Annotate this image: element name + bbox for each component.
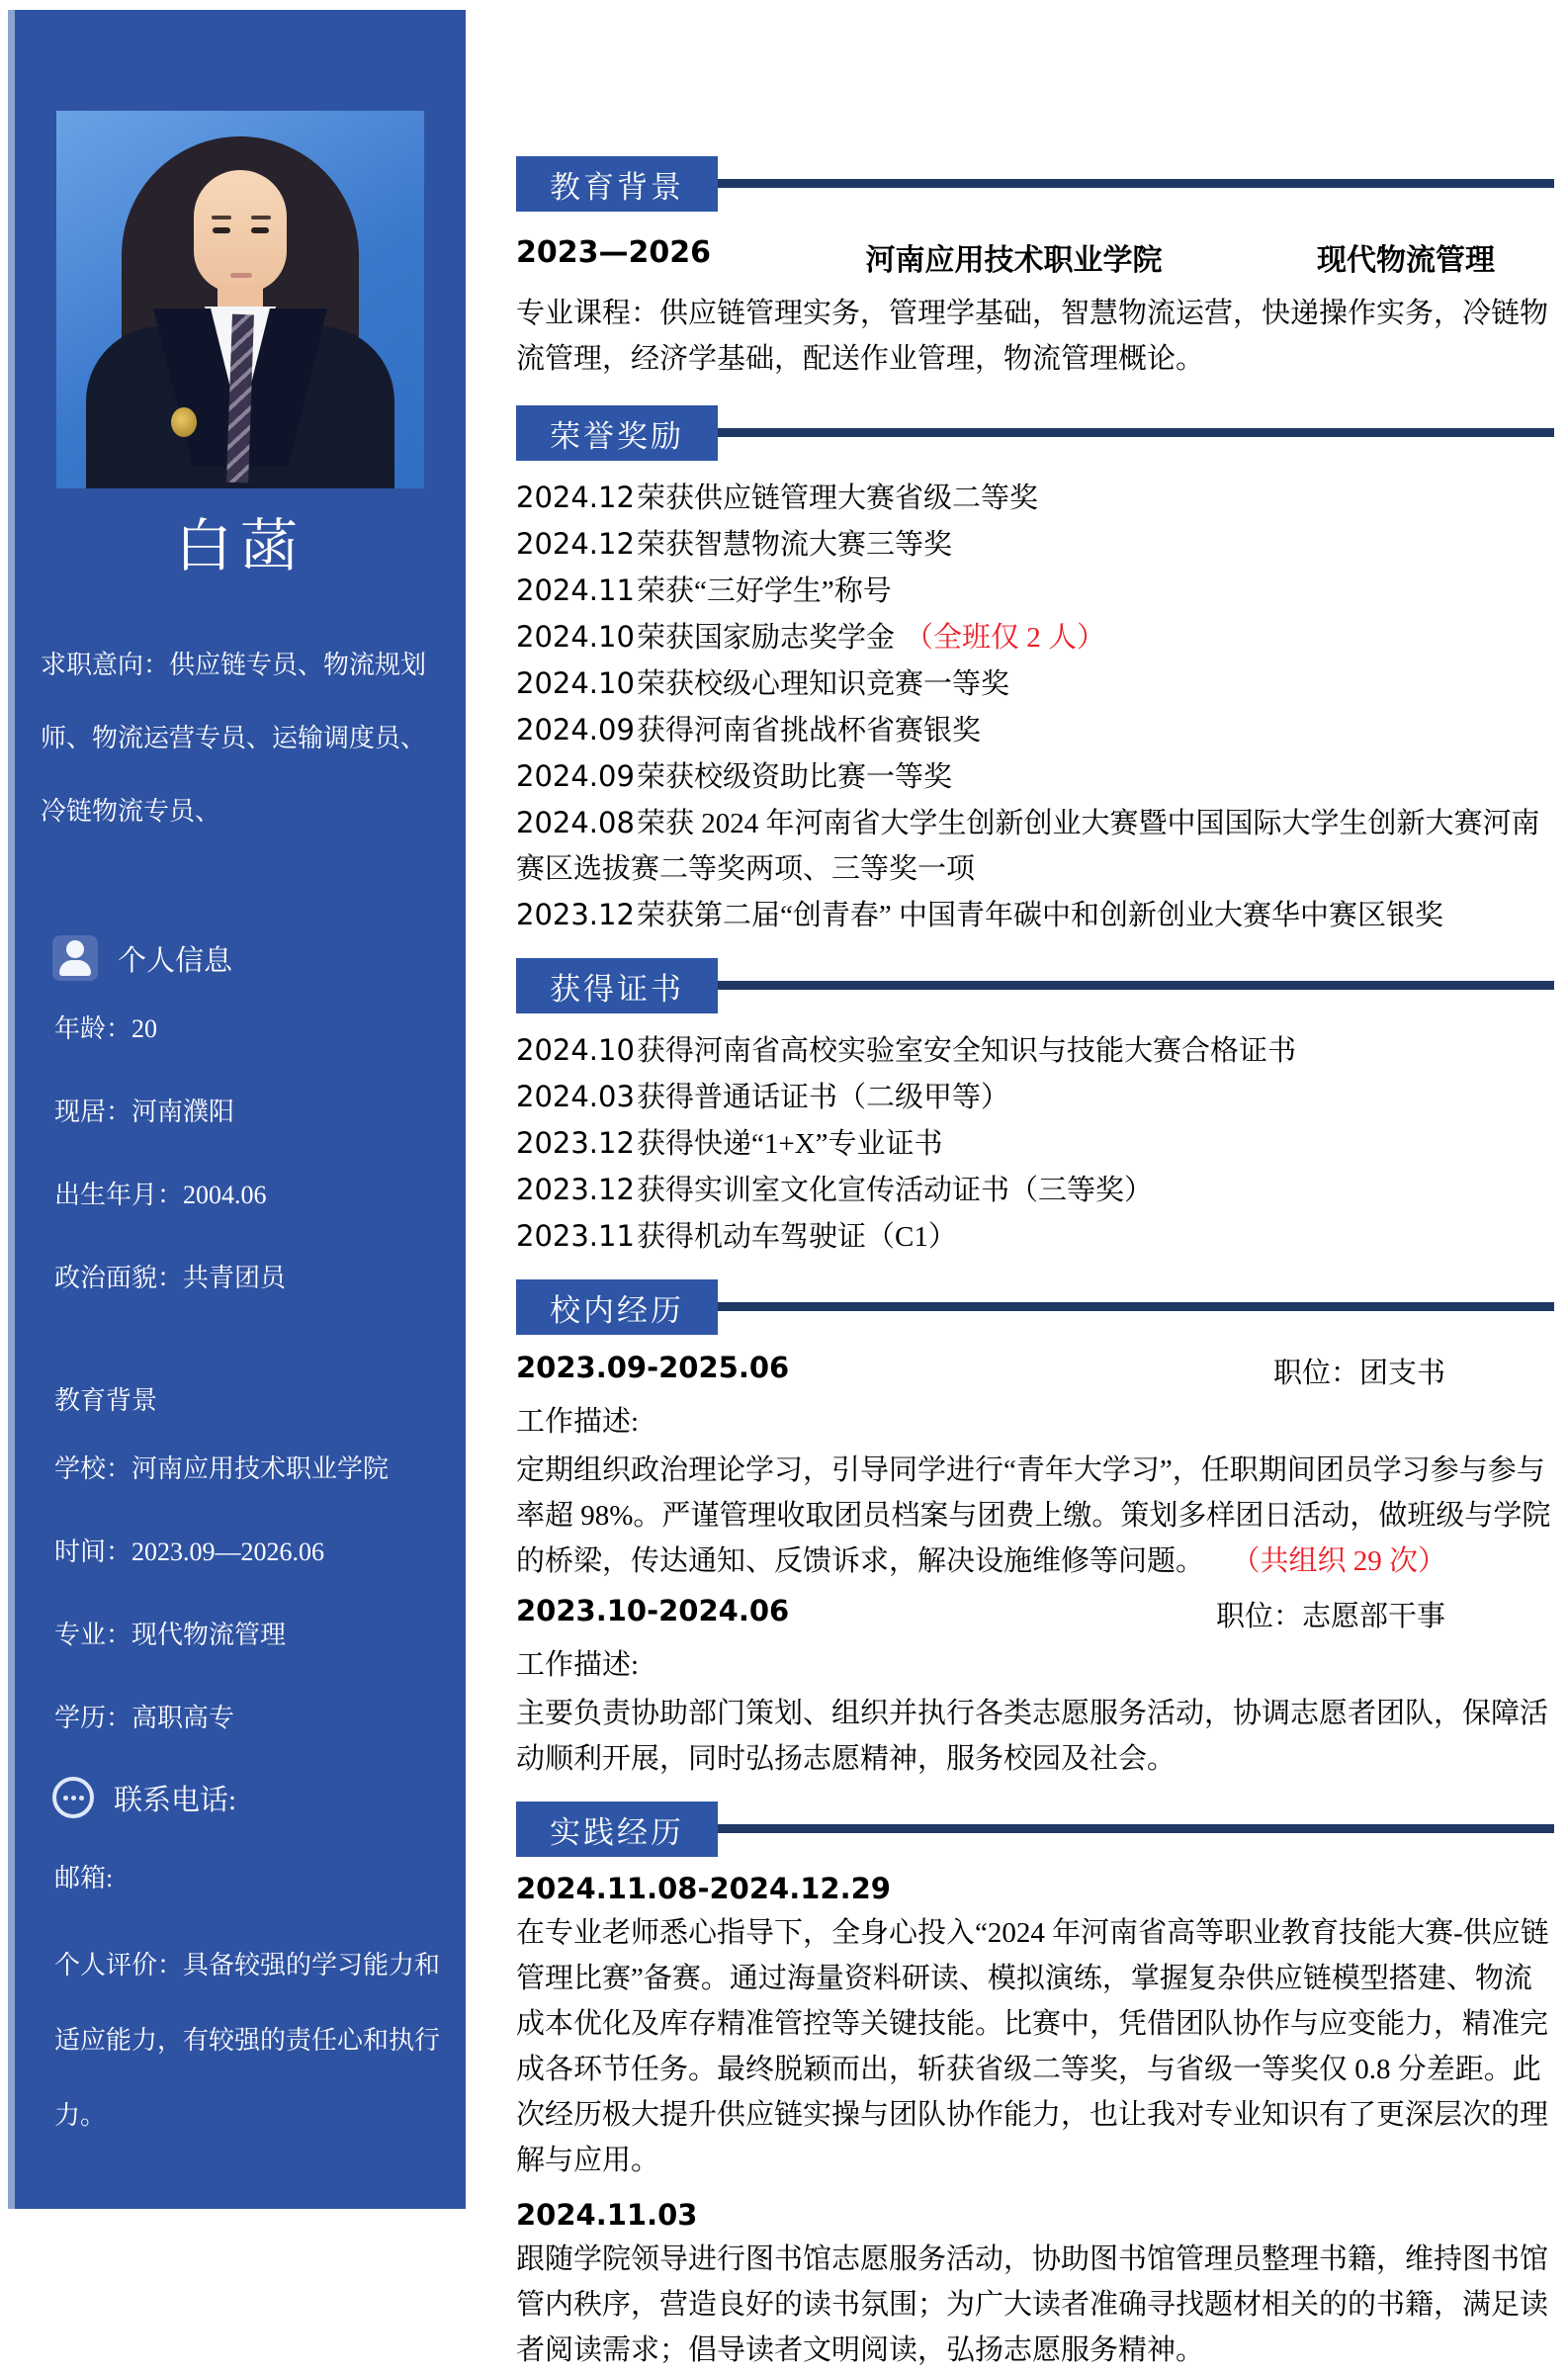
- practice-entry: [516, 1867, 1554, 2183]
- certificate-text: 获得快递“1+X”专业证书: [637, 1128, 943, 1160]
- certificate-text: 获得机动车驾驶证（C1）: [637, 1221, 957, 1253]
- photo-eye-left: [213, 227, 230, 233]
- main-content: [516, 156, 1554, 2373]
- personal-residence: 现居：河南濮阳: [54, 1098, 235, 1126]
- honor-item: [516, 753, 1554, 800]
- honor-date: 2024.10: [516, 620, 635, 654]
- profile-photo: [56, 111, 424, 488]
- honor-date: 2024.08: [516, 806, 635, 839]
- certificate-item: [516, 1120, 1554, 1167]
- honor-item: [516, 800, 1554, 892]
- candidate-name: 白菡: [174, 514, 305, 578]
- certificate-item: [516, 1074, 1554, 1120]
- practice-desc: 跟随学院领导进行图书馆志愿服务活动，协助图书馆管理员整理书籍，维持图书馆管内秩序，营造良好的读书氛围；为广大读者准确寻找题材相关的的书籍，满足读者阅读需求；倡导读者文明阅读，弘扬志愿服务精神。: [516, 2243, 1549, 2366]
- self-evaluation: 个人评价：具备较强的学习能力和适应能力，有较强的责任心和执行力。: [54, 1951, 441, 2130]
- education-school-name: 河南应用技术职业学院: [865, 244, 1163, 277]
- personal-info-title: 个人信息: [118, 944, 233, 977]
- contact-phone-label: 联系电话:: [114, 1784, 237, 1816]
- practice-date: 2024.11.03: [516, 2198, 698, 2232]
- education-major: 专业：现代物流管理: [54, 1621, 287, 1649]
- honor-item: [516, 568, 1554, 614]
- certificate-item: [516, 1027, 1554, 1074]
- section-header-education: [516, 156, 1554, 212]
- personal-age: 年龄：20: [54, 1014, 158, 1043]
- honor-date: 2024.09: [516, 713, 635, 747]
- honor-note: （全班仅 2 人）: [905, 622, 1106, 654]
- personal-political-status: 政治面貌：共青团员: [54, 1264, 287, 1292]
- education-courses: 专业课程：供应链管理实务，管理学基础，智慧物流运营，快递操作实务，冷链物流管理，经济学基础，配送作业管理，物流管理概论。: [516, 298, 1549, 375]
- education-summary-row: [516, 235, 1554, 279]
- honor-text: 荣获第二届“创青春” 中国青年碳中和创新创业大赛华中赛区银奖: [637, 900, 1443, 931]
- honor-date: 2023.12: [516, 898, 635, 931]
- section-badge-campus: 校内经历: [516, 1279, 718, 1335]
- chat-icon: [52, 1777, 94, 1818]
- section-header-campus: [516, 1279, 1554, 1335]
- certificate-text: 获得普通话证书（二级甲等）: [637, 1082, 1010, 1113]
- education-school: 学校：河南应用技术职业学院: [54, 1454, 390, 1483]
- certificates-list: [516, 1027, 1554, 1260]
- photo-mouth: [230, 273, 252, 278]
- honor-date: 2024.11: [516, 573, 635, 607]
- campus-desc-label: 工作描述:: [516, 1649, 640, 1681]
- honor-item: [516, 707, 1554, 753]
- campus-desc-label: 工作描述:: [516, 1406, 640, 1438]
- honor-item: [516, 614, 1554, 660]
- honor-text: 荣获校级心理知识竞赛一等奖: [637, 668, 1010, 700]
- campus-desc: [516, 1691, 1554, 1782]
- sidebar-education-title: 教育背景: [54, 1386, 158, 1415]
- section-badge-certificates: 获得证书: [516, 958, 718, 1013]
- certificate-date: 2023.12: [516, 1173, 635, 1206]
- campus-entry-head: [516, 1351, 1554, 1391]
- certificate-date: 2023.12: [516, 1126, 635, 1160]
- honor-text: 荣获供应链管理大赛省级二等奖: [637, 483, 1039, 514]
- practice-entry: [516, 2193, 1554, 2373]
- honor-date: 2024.12: [516, 527, 635, 561]
- campus-position: 职位：志愿部干事: [1215, 1601, 1445, 1632]
- section-header-certificates: [516, 958, 1554, 1013]
- photo-brow-right: [251, 216, 271, 220]
- photo-brooch: [171, 407, 197, 437]
- campus-position: 职位：团支书: [1272, 1358, 1445, 1389]
- honor-text: 荣获校级资助比赛一等奖: [637, 761, 953, 793]
- honor-text: 荣获“三好学生”称号: [637, 575, 892, 607]
- practice-desc: 在专业老师悉心指导下，全身心投入“2024 年河南省高等职业教育技能大赛-供应链管理比赛”备赛。通过海量资料研读、模拟演练，掌握复杂供应链模型搭建、物流成本优化及库存精准管控等关键技能。比赛中，凭借团队协作与应变能力，精准完成各环节任务。最终脱颖而出，斩获省级二等奖，与省级一等奖仅 0.8 分差距。此次经历极大提升供应链实操与团队协作能力，也让我对专业知识有了更深层次的理解与应用。: [516, 1917, 1549, 2176]
- section-rule: [718, 1824, 1554, 1833]
- section-header-honors: [516, 405, 1554, 461]
- campus-entry-head: [516, 1594, 1554, 1634]
- honor-date: 2024.10: [516, 666, 635, 700]
- section-rule: [718, 179, 1554, 188]
- campus-entry: [516, 1351, 1554, 1584]
- certificate-text: 获得实训室文化宣传活动证书（三等奖）: [637, 1175, 1154, 1206]
- campus-desc: [516, 1448, 1554, 1584]
- campus-entry: [516, 1594, 1554, 1782]
- photo-eye-right: [251, 227, 269, 233]
- education-degree: 学历：高职高专: [54, 1704, 235, 1732]
- honor-item: [516, 475, 1554, 521]
- contact-phone-header: [52, 1777, 440, 1818]
- person-icon: [52, 935, 98, 981]
- section-rule: [718, 1302, 1554, 1311]
- honor-item: [516, 521, 1554, 568]
- campus-period: 2023.10-2024.06: [516, 1594, 790, 1627]
- honors-list: [516, 475, 1554, 938]
- honor-text: 荣获智慧物流大赛三等奖: [637, 529, 953, 561]
- certificate-date: 2024.03: [516, 1080, 635, 1113]
- honor-text: 获得河南省挑战杯省赛银奖: [637, 715, 982, 747]
- personal-info-header: [52, 935, 440, 981]
- education-time: 时间：2023.09—2026.06: [54, 1538, 325, 1566]
- honor-text: 荣获 2024 年河南省大学生创新创业大赛暨中国国际大学生创新大赛河南赛区选拔赛二等奖两项、三等奖一项: [516, 808, 1540, 885]
- campus-desc-text: 定期组织政治理论学习，引导同学进行“青年大学习”，任职期间团员学习参与参与率超 98%。严谨管理收取团员档案与团费上缴。策划多样团日活动，做班级与学院的桥梁，传达通知、反馈诉求，解决设施维修等问题。: [516, 1454, 1551, 1577]
- photo-brow-left: [212, 216, 231, 220]
- campus-desc-note: （共组织 29 次）: [1246, 1545, 1447, 1577]
- sidebar: [8, 10, 466, 2209]
- job-intention: 求职意向：供应链专员、物流规划师、物流运营专员、运输调度员、冷链物流专员、: [41, 651, 427, 826]
- honor-item: [516, 892, 1554, 938]
- honor-text: 荣获国家励志奖学金: [637, 622, 896, 654]
- education-period: 2023—2026: [516, 235, 711, 270]
- certificate-date: 2024.10: [516, 1033, 635, 1067]
- education-major-name: 现代物流管理: [1317, 244, 1495, 277]
- personal-birth: 出生年月：2004.06: [54, 1181, 267, 1209]
- certificate-item: [516, 1167, 1554, 1213]
- campus-period: 2023.09-2025.06: [516, 1351, 790, 1384]
- section-rule: [718, 981, 1554, 990]
- certificate-text: 获得河南省高校实验室安全知识与技能大赛合格证书: [637, 1035, 1297, 1067]
- honor-date: 2024.09: [516, 759, 635, 793]
- campus-desc-text: 主要负责协助部门策划、组织并执行各类志愿服务活动，协调志愿者团队，保障活动顺利开展，同时弘扬志愿精神，服务校园及社会。: [516, 1698, 1549, 1775]
- honor-date: 2024.12: [516, 481, 635, 514]
- section-badge-practice: 实践经历: [516, 1802, 718, 1857]
- contact-email-label: 邮箱:: [54, 1864, 114, 1892]
- practice-date: 2024.11.08-2024.12.29: [516, 1872, 891, 1905]
- certificate-item: [516, 1213, 1554, 1260]
- section-badge-honors: 荣誉奖励: [516, 405, 718, 461]
- section-header-practice: [516, 1802, 1554, 1857]
- honor-item: [516, 660, 1554, 707]
- certificate-date: 2023.11: [516, 1219, 635, 1253]
- section-rule: [718, 428, 1554, 437]
- section-badge-education: 教育背景: [516, 156, 718, 212]
